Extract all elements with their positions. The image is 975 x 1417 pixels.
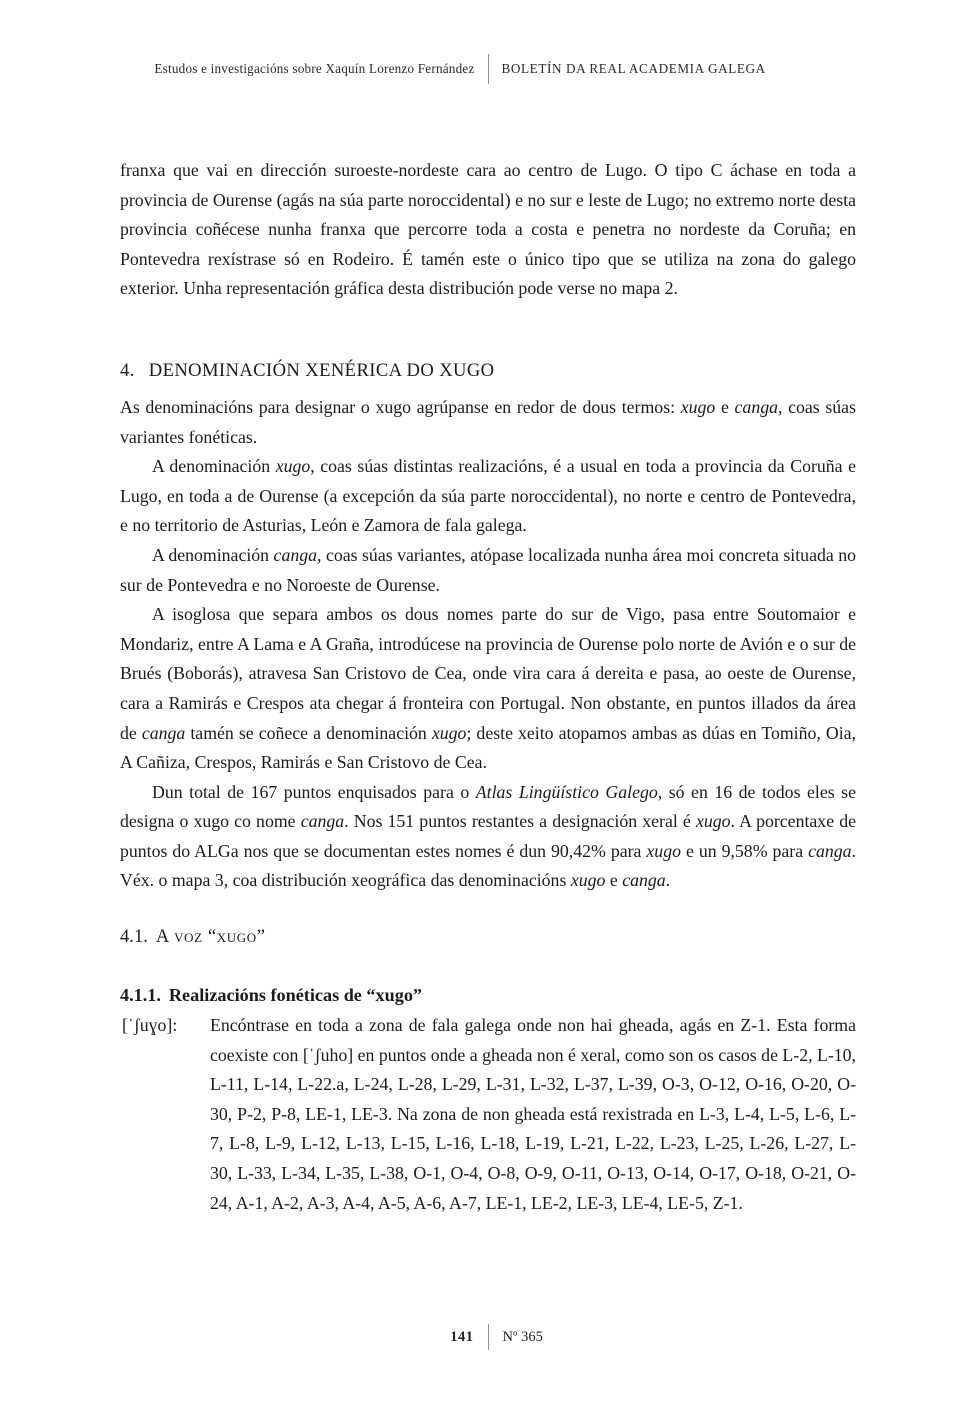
- page-header: [120, 54, 856, 84]
- page-body: [120, 156, 856, 1218]
- subsubsection-title: Realizacións fonéticas de “xugo”: [168, 985, 423, 1006]
- subsection-number: 4.1.: [120, 926, 148, 948]
- paragraph: As denominacións para designar o xugo agrúpanse en redor de dous termos: xugo e canga, coas súas variantes fonéticas.: [120, 396, 856, 447]
- phonetic-entry: [120, 1011, 856, 1218]
- page-footer: [120, 1324, 856, 1350]
- section-title: DENOMINACIÓN XENÉRICA DO XUGO: [148, 359, 495, 381]
- paragraph-continuation: franxa que vai en dirección suroeste-nordeste cara ao centro de Lugo. O tipo C áchase en toda a provincia de Ourense (agás na súa parte noroccidental) e no sur e leste de Lugo; no extremo norte desta provincia coñécese nunha franxa que percorre toda a costa e penetra no nordeste da Coruña; en Pontevedra rexístrase só en Rodeiro. É tamén este o único tipo que se utiliza na zona do galego exterior. Unha representación gráfica desta distribución pode verse no mapa 2.: [120, 160, 856, 299]
- subsection-title: A voz “xugo”: [155, 926, 266, 948]
- page-number: 141: [450, 1328, 474, 1345]
- section-heading: [120, 356, 856, 386]
- subsubsection-heading: [120, 980, 856, 1010]
- subsubsection-number: 4.1.1.: [120, 985, 161, 1006]
- phonetic-entry-description: Encóntrase en toda a zona de fala galega onde non hai gheada, agás en Z-1. Esta forma coexiste con [ˈʃuho] en puntos onde a gheada non é xeral, como son os casos de L-2, L-10, L-11, L-14, L-22.a, L-24, L-28, L-29, L-31, L-32, L-37, L-39, O-3, O-12, O-16, O-20, O-30, P-2, P-8, LE-1, LE-3. Na zona de non gheada está rexistrada en L-3, L-4, L-5, L-6, L-7, L-8, L-9, L-12, L-13, L-15, L-16, L-18, L-19, L-21, L-22, L-23, L-25, L-26, L-27, L-30, L-33, L-34, L-35, L-38, O-1, O-4, O-8, O-9, O-11, O-13, O-14, O-17, O-18, O-21, O-24, A-1, A-2, A-3, A-4, A-5, A-6, A-7, LE-1, LE-2, LE-3, LE-4, LE-5, Z-1.: [210, 1015, 856, 1213]
- section-number: 4.: [120, 359, 135, 381]
- paragraph: A denominación xugo, coas súas distintas realizacións, é a usual en toda a provincia da Coruña e Lugo, en toda a de Ourense (a excepción da súa parte noroccidental), no norte e centro de Pontevedra, e no territorio de Asturias, León e Zamora de fala galega.: [120, 456, 856, 536]
- paragraph: A denominación canga, coas súas variantes, atópase localizada nunha área moi concreta situada no sur de Pontevedra e no Noroeste de Ourense.: [120, 544, 856, 595]
- header-running-title: Estudos e investigacións sobre Xaquín Lorenzo Fernández: [154, 61, 475, 76]
- header-journal-title: BOLETÍN DA REAL ACADEMIA GALEGA: [501, 61, 766, 76]
- issue-number: Nº 365: [502, 1328, 543, 1345]
- phonetic-transcription-label: [ˈʃuɣo]:: [122, 1015, 178, 1036]
- paragraph: A isoglosa que separa ambos os dous nomes parte do sur de Vigo, pasa entre Soutomaior e Mondariz, entre A Lama e A Graña, introdúcese na provincia de Ourense polo norte de Avión e o sur de Brués (Boborás), atravesa San Cristovo de Cea, onde vira cara á dereita e pasa, ao oeste de Ourense, cara a Ramirás e Crespos ata chegar á fronteira con Portugal. Non obstante, en puntos illados da área de canga tamén se coñece a denominación xugo; deste xeito atopamos ambas as dúas en Tomiño, Oia, A Cañiza, Crespos, Ramirás e San Cristovo de Cea.: [120, 604, 856, 773]
- paragraph: Dun total de 167 puntos enquisados para o Atlas Lingüístico Galego, só en 16 de todos eles se designa o xugo co nome canga. Nos 151 puntos restantes a designación xeral é xugo. A porcentaxe de puntos do ALGa nos que se documentan estes nomes é dun 90,42% para xugo e un 9,58% para canga. Véx. o mapa 3, coa distribución xeográfica das denominacións xugo e canga.: [120, 781, 856, 891]
- subsection-heading: [120, 922, 856, 952]
